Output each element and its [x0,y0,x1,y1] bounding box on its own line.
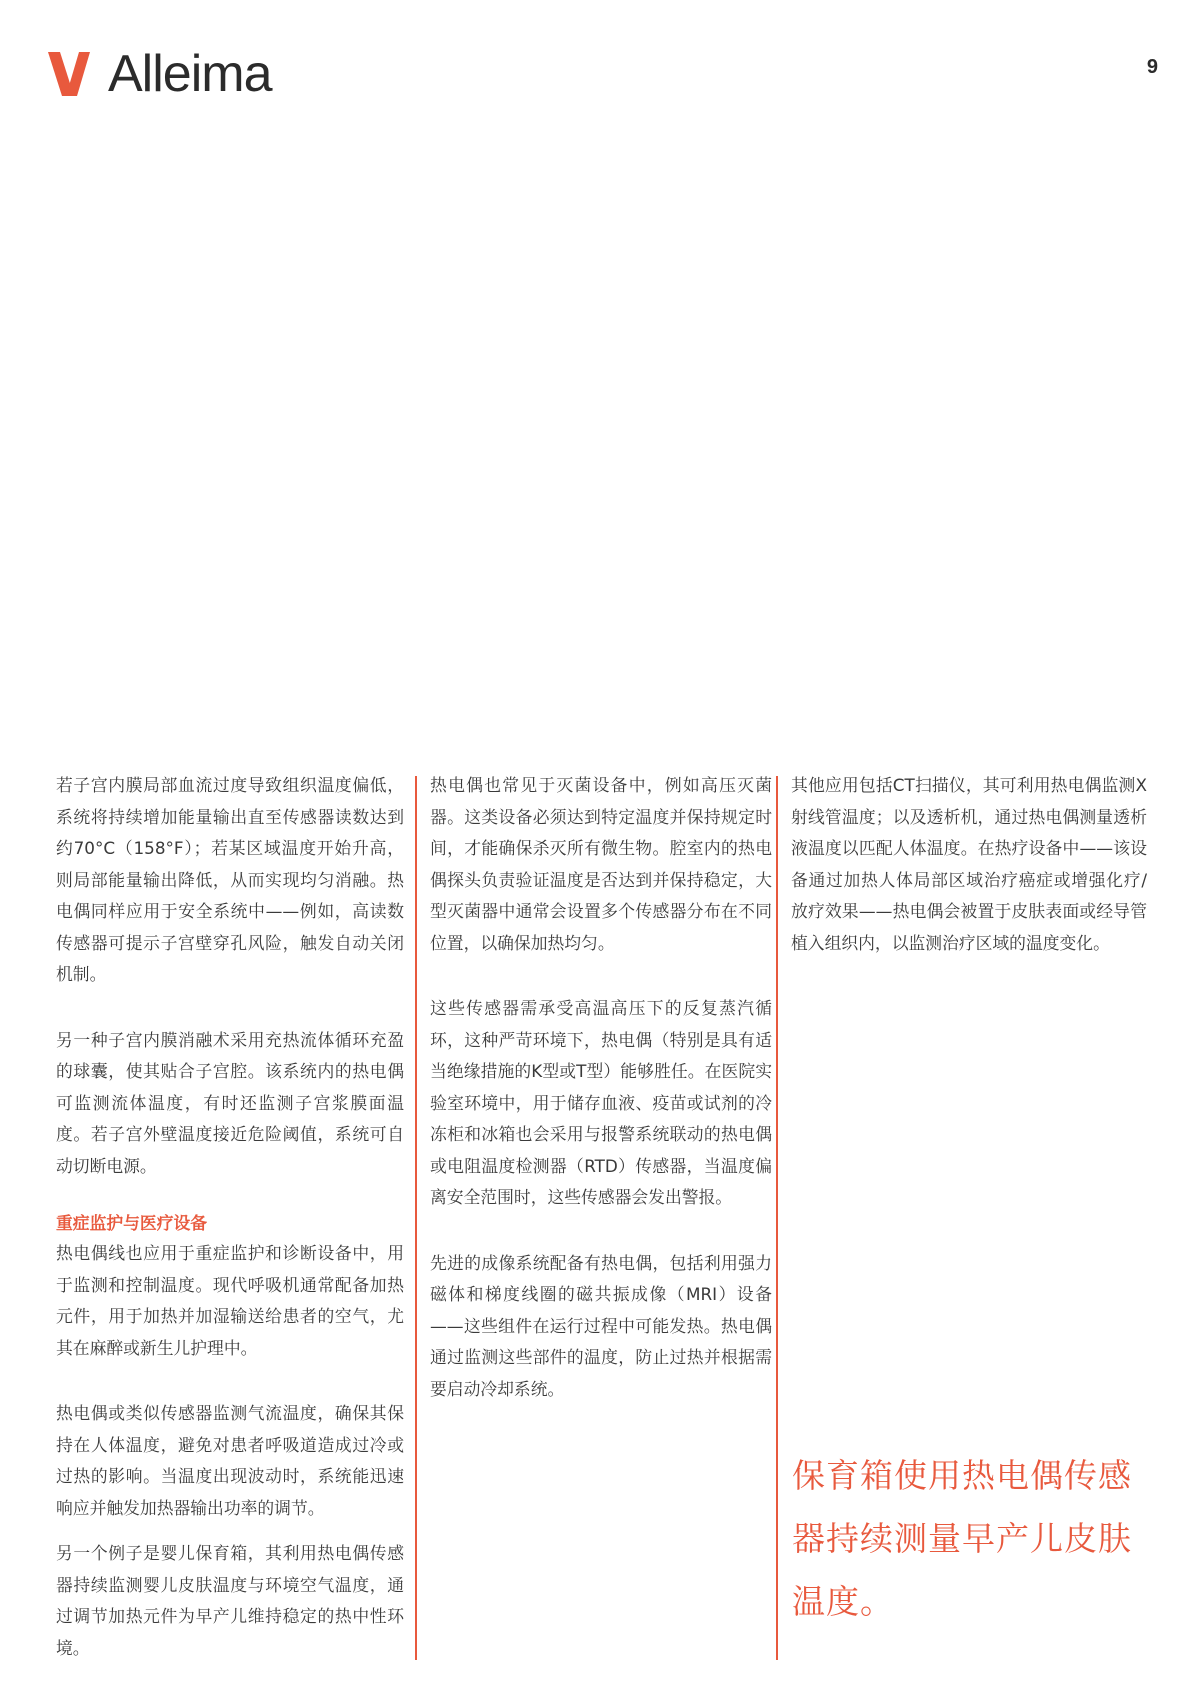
text-column-1 [56,770,404,1664]
column-divider [776,776,778,1660]
paragraph: 先进的成像系统配备有热电偶，包括利用强力磁体和梯度线圈的磁共振成像（MRI）设备——这些组件在运行过程中可能发热。热电偶通过监测这些部件的温度，防止过热并根据需要启动冷却系统。 [430,1252,772,1399]
page-number: 9 [1146,56,1158,78]
page-header [0,0,1200,130]
paragraph: 另一个例子是婴儿保育箱，其利用热电偶传感器持续监测婴儿皮肤温度与环境空气温度，通过调节加热元件为早产儿维持稳定的热中性环境。 [56,1543,404,1658]
paragraph: 另一种子宫内膜消融术采用充热流体循环充盈的球囊，使其贴合子宫腔。该系统内的热电偶可监测流体温度，有时还监测子宫浆膜面温度。若子宫外壁温度接近危险阈值，系统可自动切断电源。 [56,1029,404,1176]
text-column-3 [791,770,1147,959]
pull-quote: 保育箱使用热电偶传感器持续测量早产儿皮肤温度。 [792,1456,1132,1621]
paragraph: 其他应用包括CT扫描仪，其可利用热电偶监测X射线管温度；以及透析机，通过热电偶测量透析液温度以匹配人体温度。在热疗设备中——该设备通过加热人体局部区域治疗癌症或增强化疗/放疗效果——热电偶会被置于皮肤表面或经导管植入组织内，以监测治疗区域的温度变化。 [791,775,1147,953]
paragraph: 热电偶或类似传感器监测气流温度，确保其保持在人体温度，避免对患者呼吸道造成过冷或过热的影响。当温度出现波动时，系统能迅速响应并触发加热器输出功率的调节。 [56,1403,404,1518]
paragraph: 热电偶也常见于灭菌设备中，例如高压灭菌器。这类设备必须达到特定温度并保持规定时间，才能确保杀灭所有微生物。腔室内的热电偶探头负责验证温度是否达到并保持稳定，大型灭菌器中通常会设置多个传感器分布在不同位置，以确保加热均匀。 [430,775,772,953]
paragraph: 这些传感器需承受高温高压下的反复蒸汽循环，这种严苛环境下，热电偶（特别是具有适当绝缘措施的K型或T型）能够胜任。在医院实验室环境中，用于储存血液、疫苗或试剂的冷冻柜和冰箱也会采用与报警系统联动的热电偶或电阻温度检测器（RTD）传感器，当温度偏离安全范围时，这些传感器会发出警报。 [430,998,772,1207]
paragraph: 若子宫内膜局部血流过度导致组织温度偏低，系统将持续增加能量输出直至传感器读数达到约70°C（158°F）；若某区域温度开始升高，则局部能量输出降低，从而实现均匀消融。热电偶同样应用于安全系统中——例如，高读数传感器可提示子宫壁穿孔风险，触发自动关闭机制。 [56,775,404,984]
logo-wordmark: Alleima [108,45,272,103]
text-column-2 [430,770,772,1405]
column-divider [415,776,417,1660]
alleima-logo-icon [44,48,96,100]
section-heading: 重症监护与医疗设备 [56,1213,208,1233]
brand-logo [44,46,272,102]
paragraph: 热电偶线也应用于重症监护和诊断设备中，用于监测和控制温度。现代呼吸机通常配备加热元件，用于加热并加湿输送给患者的空气，尤其在麻醉或新生儿护理中。 [56,1243,404,1358]
